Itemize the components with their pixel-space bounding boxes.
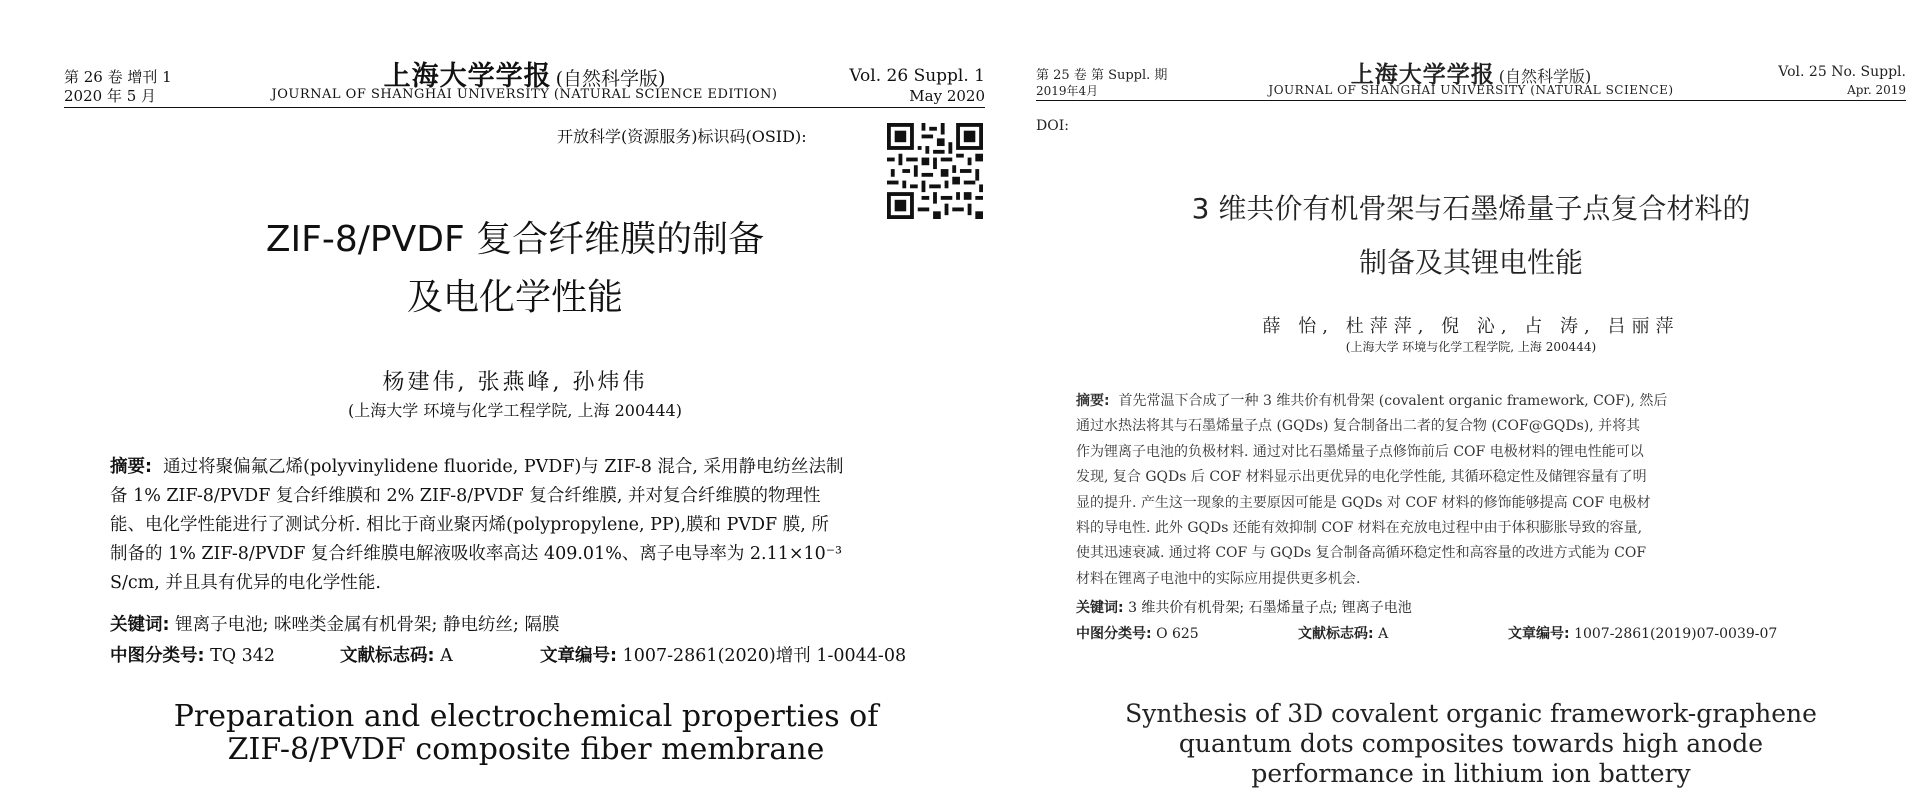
title-line: ZIF-8/PVDF 复合纤维膜的制备 <box>265 219 765 260</box>
abstract-line: 使其迅速衰减. 通过将 COF 与 GQDs 复合制备高循环稳定性和高容量的改进方式能为 COF <box>1076 545 1647 562</box>
abstract-label: 摘要: <box>1076 393 1110 409</box>
clc-value: O 625 <box>1156 626 1199 642</box>
en-title-line: Preparation and electrochemical properties of <box>173 699 879 734</box>
volume-cn: 第 26 卷 增刊 1 <box>64 68 172 86</box>
authors: 杨建伟, 张燕峰, 孙炜伟 <box>382 370 648 395</box>
en-title-line: performance in lithium ion battery <box>1251 759 1691 788</box>
date-cn: 2020 年 5 月 <box>64 87 157 105</box>
classification-line <box>110 642 942 667</box>
osid-label: 开放科学(资源服务)标识码(OSID): <box>557 127 807 146</box>
article-no-label: 文章编号: <box>540 646 617 666</box>
volume-cn: 第 25 卷 第 Suppl. 期 <box>1036 68 1168 83</box>
journal-title-cn-sub: (自然科学版) <box>555 68 666 90</box>
header-rule <box>64 107 985 108</box>
affiliation: (上海大学 环境与化学工程学院, 上海 200444) <box>1345 340 1597 354</box>
journal-title-cn: 上海大学学报 <box>1350 61 1495 88</box>
keywords-label: 关键词: <box>110 615 170 635</box>
journal-title-en: JOURNAL OF SHANGHAI UNIVERSITY (NATURAL SCIENCE EDITION) <box>271 87 778 102</box>
abstract-line: 摘要: 通过将聚偏氟乙烯(polyvinylidene fluoride, PVDF)与 ZIF-8 混合, 采用静电纺丝法制 <box>110 457 844 477</box>
right-article-page <box>1036 0 1906 805</box>
title-line: 及电化学性能 <box>406 277 623 318</box>
journal-title-en: JOURNAL OF SHANGHAI UNIVERSITY (NATURAL SCIENCE) <box>1268 83 1674 97</box>
authors: 薛 怡, 杜萍萍, 倪 沁, 占 涛, 吕丽萍 <box>1262 316 1680 337</box>
doc-code-label: 文献标志码: <box>340 646 435 666</box>
title-line: 制备及其锂电性能 <box>1358 246 1583 279</box>
keywords-label: 关键词: <box>1076 600 1124 616</box>
classification-line <box>1076 623 1871 643</box>
date-en: Apr. 2019 <box>1847 83 1906 97</box>
affiliation: (上海大学 环境与化学工程学院, 上海 200444) <box>348 401 682 420</box>
abstract <box>110 453 942 598</box>
volume-en: Vol. 26 Suppl. 1 <box>849 66 985 86</box>
doi-label: DOI: <box>1036 118 1069 134</box>
journal-header <box>1036 56 1906 100</box>
qr-code-icon <box>887 123 983 219</box>
abstract-line: S/cm, 并且具有优异的电化学性能. <box>110 573 381 593</box>
article-title-cn <box>1076 182 1866 290</box>
abstract-line: 发现, 复合 GQDs 后 COF 材料显示出更优异的电化学性能, 其循环稳定性及储锂容量有了明 <box>1076 469 1647 486</box>
clc-value: TQ 342 <box>210 646 276 666</box>
title-line: 3 维共价有机骨架与石墨烯量子点复合材料的 <box>1191 192 1751 225</box>
keywords-text: 3 维共价有机骨架; 石墨烯量子点; 锂离子电池 <box>1128 600 1412 616</box>
abstract <box>1076 389 1871 592</box>
clc-label: 中图分类号: <box>110 646 205 666</box>
journal-title-cn-sub: (自然科学版) <box>1498 67 1592 86</box>
doc-code-value: A <box>440 646 453 666</box>
abstract-label: 摘要: <box>110 457 152 477</box>
journal-title-cn: 上海大学学报 <box>383 61 552 92</box>
article-no-label: 文章编号: <box>1508 626 1570 642</box>
abstract-line: 作为锂离子电池的负极材料. 通过对比石墨烯量子点修饰前后 COF 电极材料的锂电性能可以 <box>1076 443 1644 460</box>
en-title-line: ZIF-8/PVDF composite fiber membrane <box>227 732 825 767</box>
article-title-cn <box>180 211 850 327</box>
abstract-line: 备 1% ZIF-8/PVDF 复合纤维膜和 2% ZIF-8/PVDF 复合纤维膜, 并对复合纤维膜的物理性 <box>110 486 821 506</box>
keywords <box>1076 597 1871 617</box>
keywords <box>110 611 942 636</box>
abstract-line: 料的导电性. 此外 GQDs 还能有效抑制 COF 材料在充放电过程中由于体积膨胀导致的容量, <box>1076 520 1643 537</box>
clc-label: 中图分类号: <box>1076 626 1152 642</box>
abstract-line: 摘要: 首先常温下合成了一种 3 维共价有机骨架 (covalent organic framework, COF), 然后 <box>1076 393 1668 409</box>
article-no-value: 1007-2861(2019)07-0039-07 <box>1574 626 1778 642</box>
abstract-line: 能、电化学性能进行了测试分析. 相比于商业聚丙烯(polypropylene, PP),膜和 PVDF 膜, 所 <box>110 515 829 535</box>
abstract-line: 材料在锂离子电池中的实际应用提供更多机会. <box>1076 570 1361 587</box>
journal-header <box>64 54 985 108</box>
abstract-line: 通过水热法将其与石墨烯量子点 (GQDs) 复合制备出二者的复合物 (COF@GQDs), 并将其 <box>1076 418 1641 435</box>
article-no-value: 1007-2861(2020)增刊 1-0044-08 <box>622 646 907 666</box>
date-cn: 2019年4月 <box>1036 84 1099 98</box>
header-rule <box>1036 100 1906 101</box>
en-title-line: Synthesis of 3D covalent organic framework-graphene <box>1125 699 1817 728</box>
doc-code-label: 文献标志码: <box>1298 626 1374 642</box>
article-title-en <box>110 700 942 766</box>
en-title-line: quantum dots composites towards high anode <box>1178 729 1764 758</box>
date-en: May 2020 <box>909 87 985 105</box>
volume-en: Vol. 25 No. Suppl. <box>1778 64 1906 80</box>
doc-code-value: A <box>1378 626 1389 642</box>
abstract-line: 制备的 1% ZIF-8/PVDF 复合纤维膜电解液吸收率高达 409.01%、离子电导率为 2.11×10⁻³ <box>110 544 843 564</box>
keywords-text: 锂离子电池; 咪唑类金属有机骨架; 静电纺丝; 隔膜 <box>175 615 560 635</box>
article-title-en <box>1056 699 1886 789</box>
abstract-line: 显的提升. 产生这一现象的主要原因可能是 GQDs 对 COF 材料的修饰能够提高 COF 电极材 <box>1076 494 1651 511</box>
